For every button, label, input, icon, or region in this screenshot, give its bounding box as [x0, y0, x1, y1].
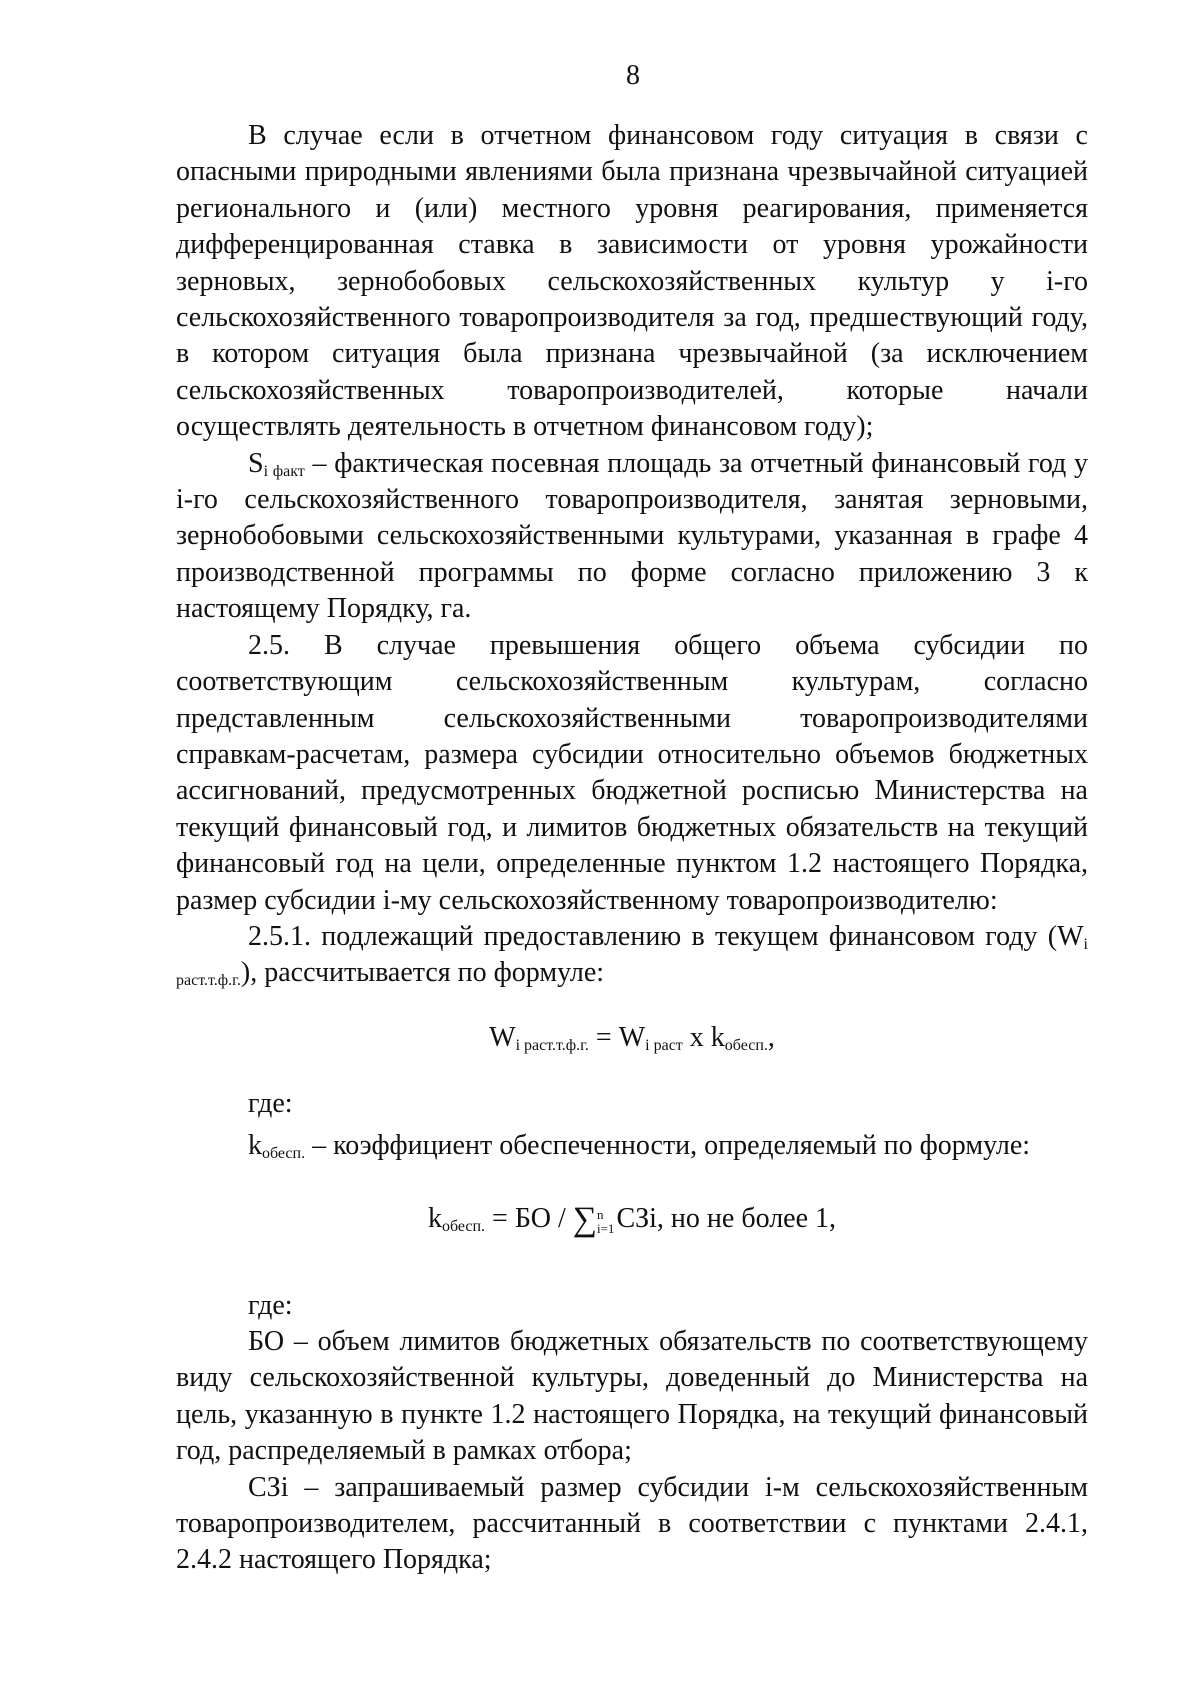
document-body: [176, 118, 1088, 1579]
sown-area-definition: – фактическая посевная площадь за отчетный финансовый год у i-го сельскохозяйственного товаропроизводителя, занятая зерновыми, зернобобовыми сельскохозяйственными культурами, указанная в графе 4 производственной программы по форме согласно приложению 3 к настоящему Порядку, га.: [176, 447, 1089, 625]
w-subscript: i раст.т.ф.г.: [176, 935, 1088, 990]
paragraph-emergency-rate: В случае если в отчетном финансовом году ситуация в связи с опасными природными явлениями была признана чрезвычайной ситуацией регионального и (или) местного уровня реагирования, применяется дифференцированная ставка в зависимости от уровня урожайности зерновых, зернобобовых сельскохозяйственных культур у i-го сельскохозяйственного товаропроизводителя за год, предшествующий году, в котором ситуация была признана чрезвычайной (за исключением сельскохозяйственных товаропроизводителей, которые начали осуществлять деятельность в отчетном финансовом году);: [176, 120, 1088, 443]
k-definition-text: – коэффициент обеспеченности, определяемый по формуле:: [305, 1130, 1031, 1162]
formula-times-k: x k: [682, 1021, 725, 1053]
formula-equals-w: = W: [588, 1021, 646, 1053]
sum-icon: ∑: [572, 1200, 597, 1238]
paragraph-2-5: 2.5. В случае превышения общего объема субсидии по соответствующим сельскохозяйственным культурам, согласно представленным сельскохозяйственными товаропроизводителями справкам-расчетам, размера субсидии относительно объемов бюджетных ассигнований, предусмотренных бюджетной росписью Министерства на текущий финансовый год, и лимитов бюджетных обязательств на текущий финансовый год на цели, определенные пунктом 1.2 настоящего Порядка, размер субсидии i-му сельскохозяйственному товаропроизводителю:: [176, 629, 1088, 916]
paragraph-2-5-1: [176, 919, 1088, 992]
where-label-2: где:: [248, 1289, 293, 1321]
sum-upper-limit: n: [596, 1206, 604, 1222]
formula-w-rast-subscript: i раст: [645, 1036, 683, 1054]
page-number: 8: [626, 60, 640, 91]
sum-limits: [597, 1208, 614, 1236]
symbol-s: S: [248, 447, 264, 479]
formula2-tail: СЗi, но не более 1,: [616, 1202, 837, 1234]
paragraph-k-definition: [176, 1128, 1088, 1164]
formula-comma: ,: [767, 1021, 775, 1053]
formula-w-subscript: i раст.т.ф.г.: [515, 1036, 589, 1054]
formula-k-subscript: обесп.: [724, 1036, 768, 1054]
formula2-equals-bo: = БО /: [485, 1202, 573, 1234]
symbol-k-subscript: обесп.: [262, 1145, 306, 1163]
sum-lower-limit: i=1: [596, 1220, 615, 1236]
formula-subsidy: [176, 1020, 1088, 1056]
symbol-k: k: [248, 1130, 262, 1162]
formula2-k-subscript: обесп.: [441, 1217, 486, 1235]
where-label-1: где:: [248, 1087, 293, 1119]
formula-w: W: [489, 1021, 516, 1053]
formula-coefficient: [176, 1201, 1088, 1238]
paragraph-sown-area: [176, 446, 1088, 628]
paragraph-szi-definition: СЗi – запрашиваемый размер субсидии i-м сельскохозяйственным товаропроизводителем, рассчитанный в соответствии с пунктами 2.4.1, 2.4.2 настоящего Порядка;: [176, 1471, 1088, 1576]
paragraph-bo-definition: БО – объем лимитов бюджетных обязательств по соответствующему виду сельскохозяйственной культуры, доведенный до Министерства на цель, указанную в пункте 1.2 настоящего Порядка, на текущий финансовый год, распределяемый в рамках отбора;: [176, 1325, 1088, 1467]
formula2-k: k: [427, 1202, 442, 1234]
symbol-s-subscript: i факт: [263, 462, 305, 480]
clause-2-5-1-text: 2.5.1. подлежащий предоставлению в текущем финансовом году (W: [248, 920, 1084, 952]
clause-2-5-1-tail: ), рассчитывается по формуле:: [240, 957, 605, 989]
